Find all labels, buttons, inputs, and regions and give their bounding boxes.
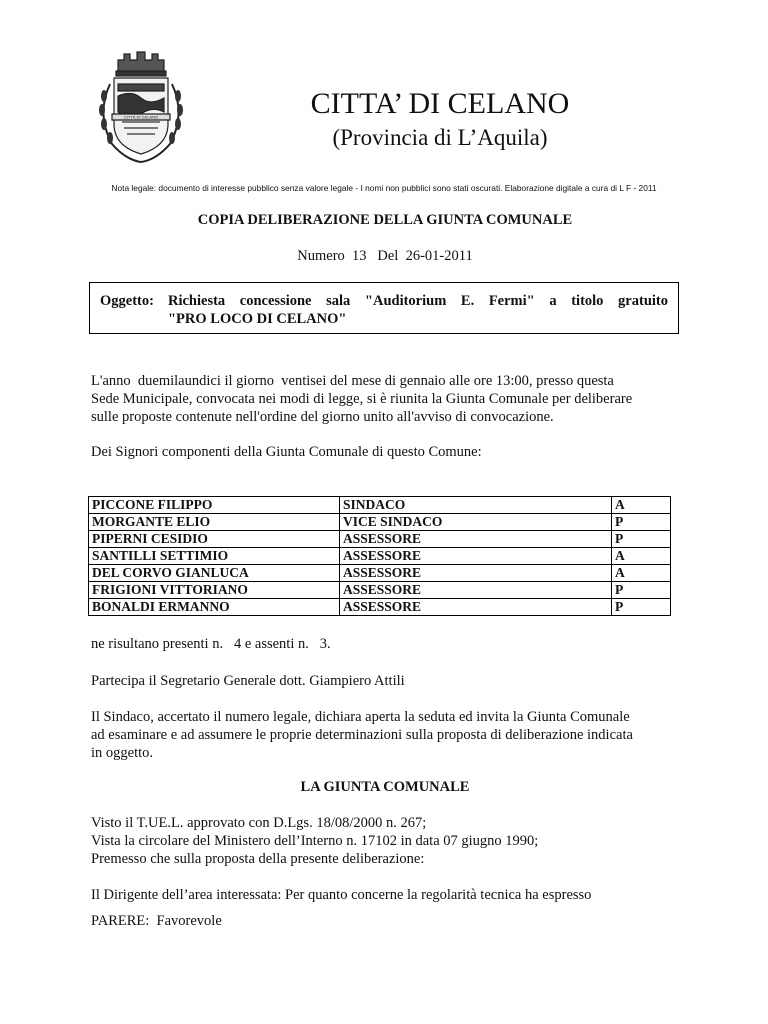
- member-role: ASSESSORE: [340, 599, 612, 616]
- intro-line: L'anno duemilaundici il giorno ventisei del mese di gennaio alle ore 13:00, presso questa: [91, 373, 614, 389]
- member-name: PIPERNI CESIDIO: [89, 531, 340, 548]
- members-table: [88, 496, 671, 616]
- table-row: [89, 514, 671, 531]
- subject-box: [89, 282, 679, 334]
- consideration-line: Visto il T.UE.L. approvato con D.Lgs. 18/08/2000 n. 267;: [91, 815, 427, 831]
- consideration-line: Premesso che sulla proposta della presente deliberazione:: [91, 851, 425, 867]
- member-role: ASSESSORE: [340, 582, 612, 599]
- city-title: CITTA’ DI CELANO: [310, 87, 570, 120]
- subject-text-continued: "PRO LOCO DI CELANO": [168, 311, 347, 327]
- crest-ribbon-text: CITTÀ DI CELANO: [123, 114, 159, 120]
- member-name: BONALDI ERMANNO: [89, 599, 340, 616]
- opening-paragraph: [91, 708, 677, 762]
- table-row: [89, 497, 671, 514]
- province-subtitle: (Provincia di L’Aquila): [332, 125, 548, 150]
- table-row: [89, 531, 671, 548]
- opinion-verdict: PARERE: Favorevole: [91, 913, 222, 929]
- table-row: [89, 599, 671, 616]
- subject-label: Oggetto:: [100, 293, 154, 309]
- member-role: VICE SINDACO: [340, 514, 612, 531]
- member-status: P: [612, 599, 671, 616]
- member-name: MORGANTE ELIO: [89, 514, 340, 531]
- member-role: ASSESSORE: [340, 548, 612, 565]
- document-type-heading: COPIA DELIBERAZIONE DELLA GIUNTA COMUNALE: [197, 212, 573, 228]
- secretary-line: Partecipa il Segretario Generale dott. Giampiero Attili: [91, 673, 405, 689]
- member-status: P: [612, 531, 671, 548]
- member-role: ASSESSORE: [340, 531, 612, 548]
- opinion-line: Il Dirigente dell’area interessata: Per quanto concerne la regolarità tecnica ha espresso: [91, 887, 592, 903]
- members-intro: Dei Signori componenti della Giunta Comunale di questo Comune:: [91, 444, 482, 460]
- subject-text: Richiesta concessione sala "Auditorium E. Fermi" a titolo gratuito: [168, 293, 668, 309]
- attendance-summary: ne risultano presenti n. 4 e assenti n. 3.: [91, 636, 331, 652]
- member-role: ASSESSORE: [340, 565, 612, 582]
- table-row: [89, 582, 671, 599]
- consideration-line: Vista la circolare del Ministero dell’Interno n. 17102 in data 07 giugno 1990;: [91, 833, 539, 849]
- member-status: A: [612, 548, 671, 565]
- section-heading: LA GIUNTA COMUNALE: [300, 779, 470, 795]
- table-row: [89, 548, 671, 565]
- intro-paragraph: [91, 372, 677, 426]
- opening-line: Il Sindaco, accertato il numero legale, dichiara aperta la seduta ed invita la Giunta Comunale: [91, 709, 630, 725]
- member-role: SINDACO: [340, 497, 612, 514]
- legal-note: Nota legale: documento di interesse pubblico senza valore legale - I nomi non pubblici sono stati oscurati. Elaborazione digitale a cura di L F - 2011: [111, 183, 657, 193]
- member-name: SANTILLI SETTIMIO: [89, 548, 340, 565]
- opening-line: in oggetto.: [91, 745, 154, 761]
- intro-line: sulle proposte contenute nell'ordine del giorno unito all'avviso di convocazione.: [91, 409, 554, 425]
- table-row: [89, 565, 671, 582]
- intro-line: Sede Municipale, convocata nei modi di legge, si è riunita la Giunta Comunale per deliberare: [91, 391, 633, 407]
- considerations-paragraph: [91, 814, 677, 868]
- member-status: P: [612, 582, 671, 599]
- member-name: FRIGIONI VITTORIANO: [89, 582, 340, 599]
- member-status: A: [612, 497, 671, 514]
- city-crest-logo: [92, 44, 190, 168]
- member-name: DEL CORVO GIANLUCA: [89, 565, 340, 582]
- member-status: A: [612, 565, 671, 582]
- member-name: PICCONE FILIPPO: [89, 497, 340, 514]
- opening-line: ad esaminare e ad assumere le proprie determinazioni sulla proposta di deliberazione indicata: [91, 727, 633, 743]
- document-number: Numero 13 Del 26-01-2011: [297, 248, 473, 264]
- member-status: P: [612, 514, 671, 531]
